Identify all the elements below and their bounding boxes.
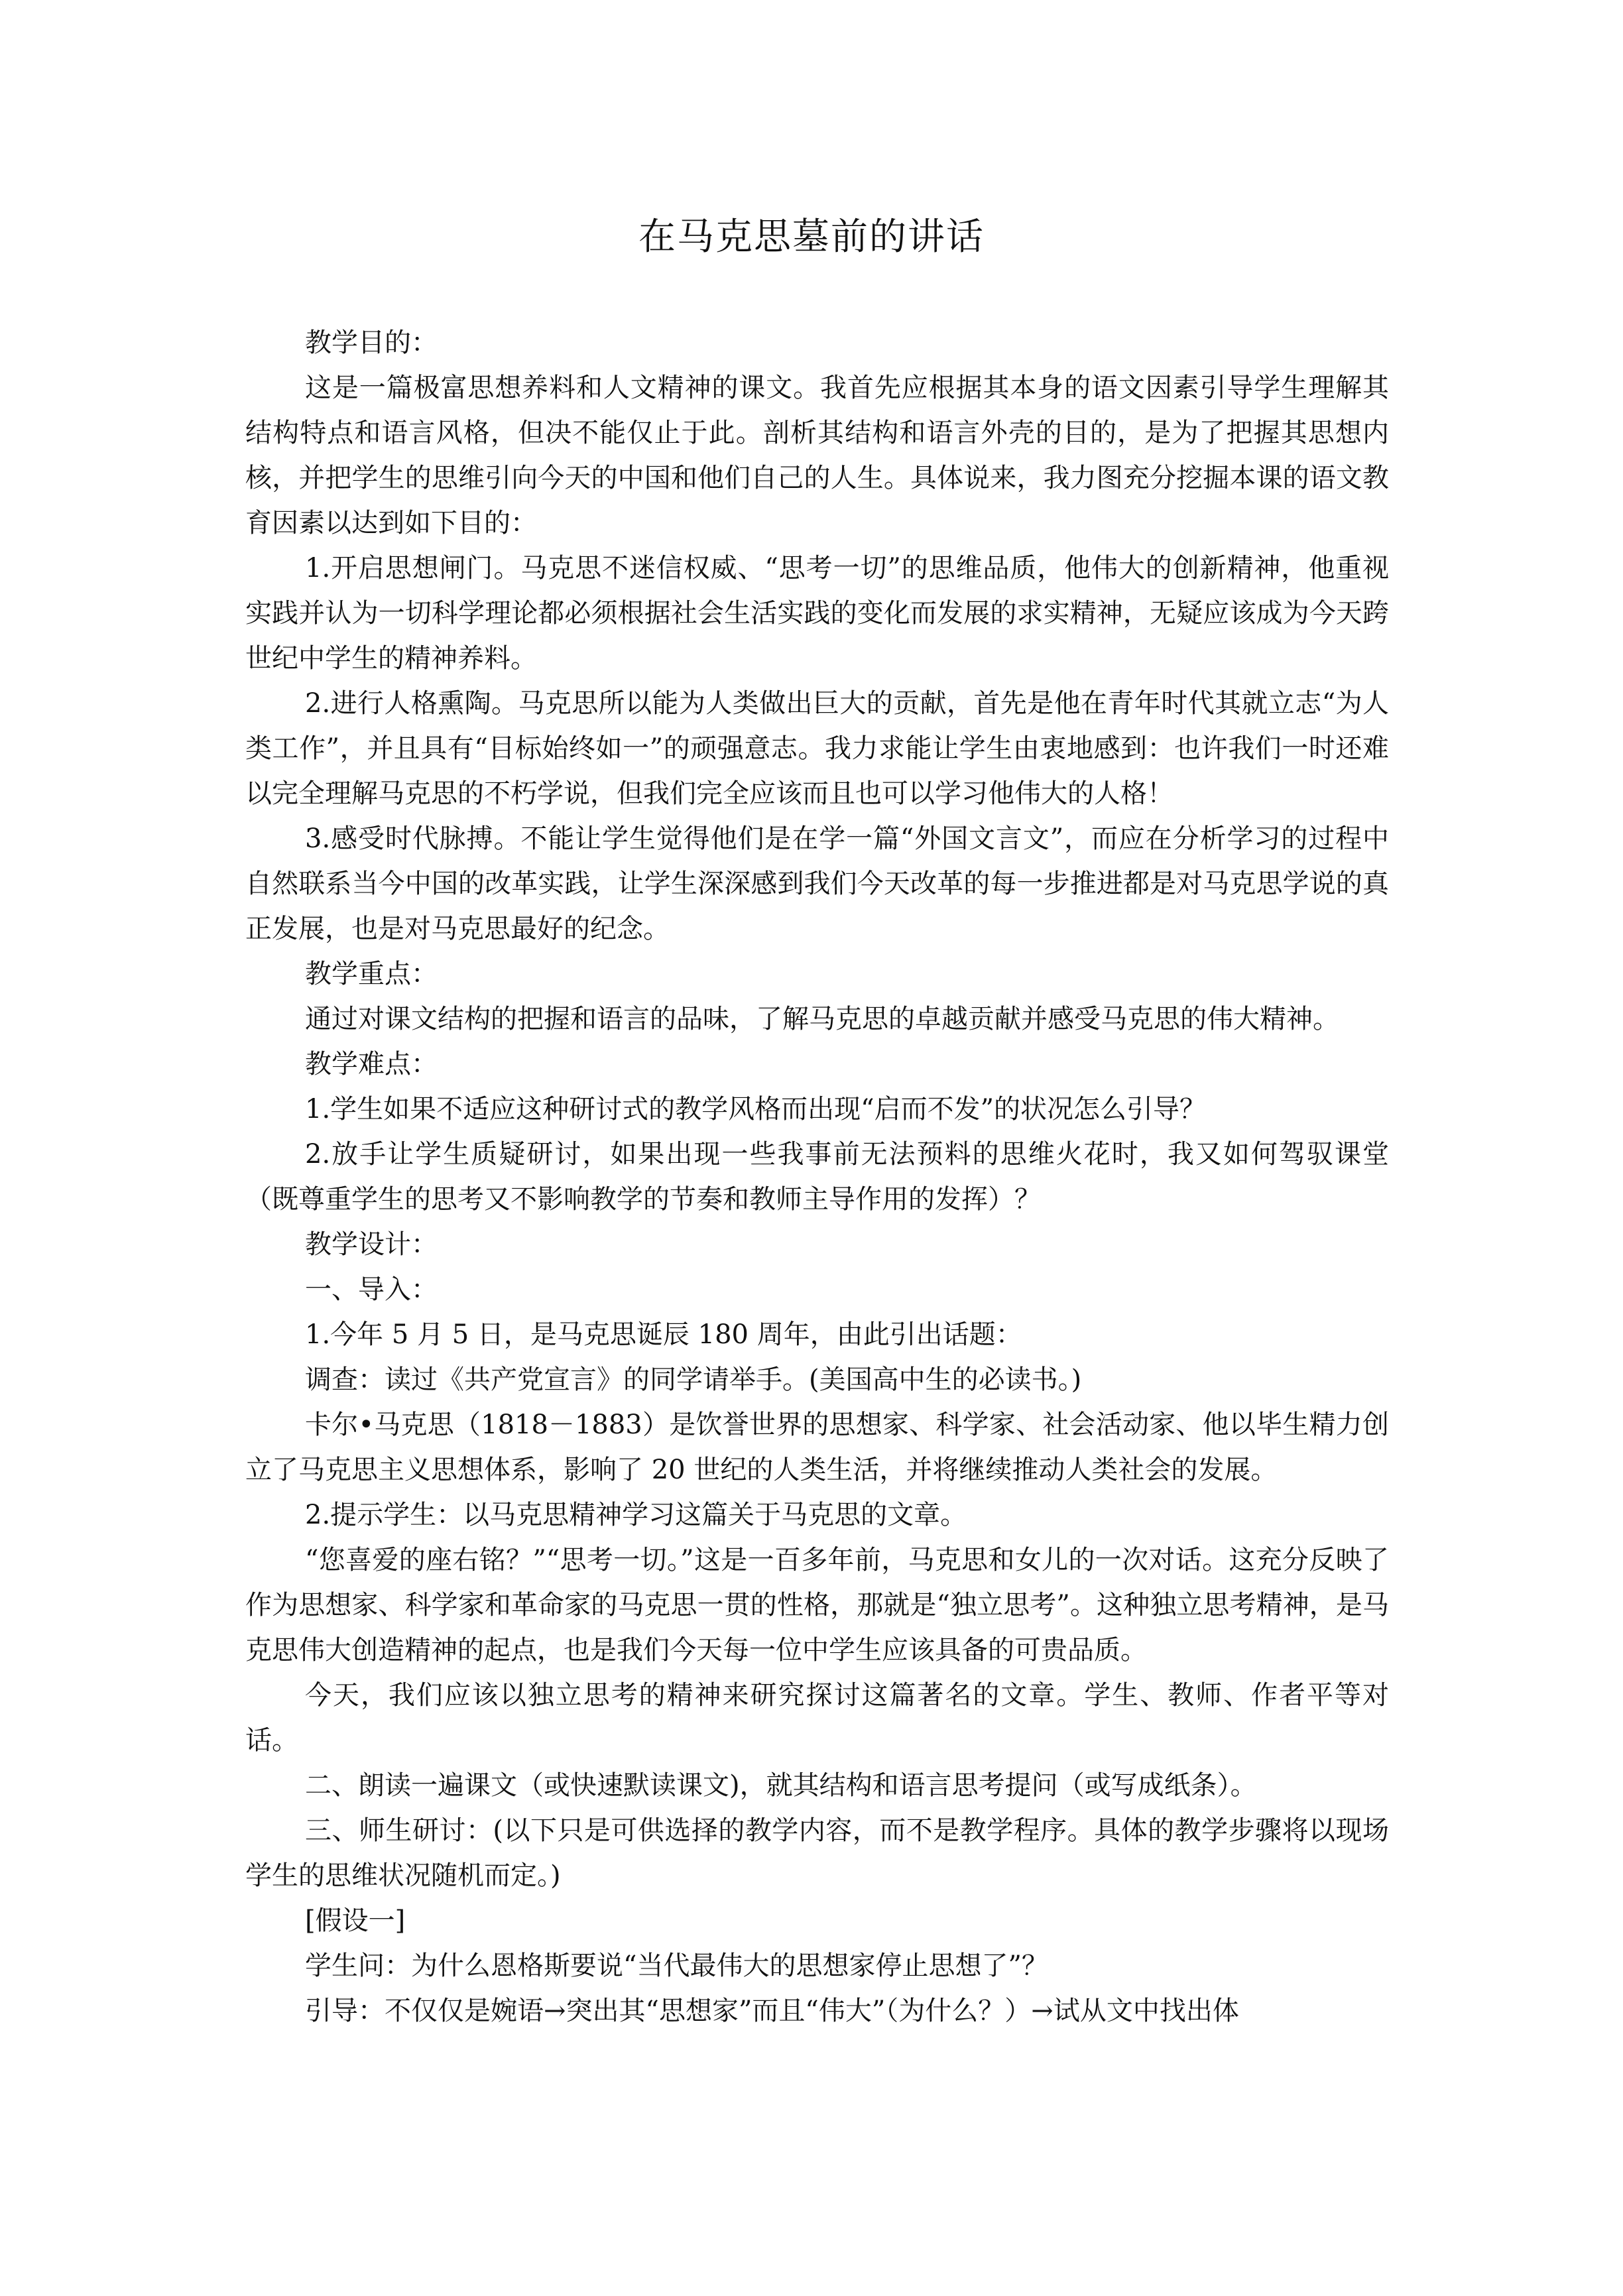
paragraph: 二、朗读一遍课文（或快速默读课文)，就其结构和语言思考提问（或写成纸条）。 bbox=[305, 1770, 1257, 1801]
paragraph: 一、导入： bbox=[305, 1274, 438, 1305]
paragraph: “您喜爱的座右铭？”“思考一切。”这是一百多年前，马克思和女儿的一次对话。这充分反映了作为思想家、科学家和革命家的马克思一贯的性格，那就是“独立思考”。这种独立思考精神，是马克思伟大创造精神的起点，也是我们今天每一位中学生应该具备的可贵品质。 bbox=[245, 1545, 1389, 1665]
paragraph: 教学设计： bbox=[305, 1229, 438, 1260]
paragraph: 2.提示学生：以马克思精神学习这篇关于马克思的文章。 bbox=[305, 1500, 967, 1530]
paragraph: 这是一篇极富思想养料和人文精神的课文。我首先应根据其本身的语文因素引导学生理解其结构特点和语言风格，但决不能仅止于此。剖析其结构和语言外壳的目的，是为了把握其思想内核，并把学生的思维引向今天的中国和他们自己的人生。具体说来，我力图充分挖掘本课的语文教育因素以达到如下目的： bbox=[245, 373, 1389, 538]
paragraph: 3.感受时代脉搏。不能让学生觉得他们是在学一篇“外国文言文”，而应在分析学习的过程中自然联系当今中国的改革实践，让学生深深感到我们今天改革的每一步推进都是对马克思学说的真正发展，也是对马克思最好的纪念。 bbox=[245, 823, 1389, 944]
paragraph: 2.放手让学生质疑研讨，如果出现一些我事前无法预料的思维火花时，我又如何驾驭课堂（既尊重学生的思考又不影响教学的节奏和教师主导作用的发挥）？ bbox=[245, 1139, 1389, 1215]
paragraph: 今天，我们应该以独立思考的精神来研究探讨这篇著名的文章。学生、教师、作者平等对话。 bbox=[245, 1680, 1389, 1756]
paragraph: 通过对课文结构的把握和语言的品味，了解马克思的卓越贡献并感受马克思的伟大精神。 bbox=[305, 1004, 1339, 1034]
paragraph: 教学难点： bbox=[305, 1049, 438, 1079]
paragraph: 三、师生研讨：(以下只是可供选择的教学内容，而不是教学程序。具体的教学步骤将以现场学生的思维状况随机而定。) bbox=[245, 1815, 1389, 1891]
paragraph: 教学重点： bbox=[305, 959, 438, 989]
paragraph: [假设一] bbox=[305, 1905, 406, 1936]
paragraph: 2.进行人格熏陶。马克思所以能为人类做出巨大的贡献，首先是他在青年时代其就立志“为人类工作”，并且具有“目标始终如一”的顽强意志。我力求能让学生由衷地感到：也许我们一时还难以完全理解马克思的不朽学说，但我们完全应该而且也可以学习他伟大的人格！ bbox=[245, 688, 1389, 809]
paragraph: 1.开启思想闸门。马克思不迷信权威、“思考一切”的思维品质，他伟大的创新精神，他重视实践并认为一切科学理论都必须根据社会生活实践的变化而发展的求实精神，无疑应该成为今天跨世纪中学生的精神养料。 bbox=[245, 553, 1389, 674]
paragraph: 教学目的： bbox=[305, 328, 438, 358]
paragraph: 1.今年 5 月 5 日，是马克思诞辰 180 周年，由此引出话题： bbox=[305, 1319, 1022, 1350]
paragraph: 引导：不仅仅是婉语→突出其“思想家”而且“伟大”（为什么？）→试从文中找出体 bbox=[305, 1996, 1239, 2026]
document-title: 在马克思墓前的讲话 bbox=[638, 215, 985, 259]
document-body bbox=[245, 320, 1389, 2033]
paragraph: 卡尔•马克思（1818－1883）是饮誉世界的思想家、科学家、社会活动家、他以毕生精力创立了马克思主义思想体系，影响了 20 世纪的人类生活，并将继续推动人类社会的发展。 bbox=[245, 1410, 1389, 1485]
paragraph: 1.学生如果不适应这种研讨式的教学风格而出现“启而不发”的状况怎么引导？ bbox=[305, 1094, 1207, 1124]
paragraph: 调查：读过《共产党宣言》的同学请举手。(美国高中生的必读书。) bbox=[305, 1364, 1082, 1395]
paragraph: 学生问：为什么恩格斯要说“当代最伟大的思想家停止思想了”？ bbox=[305, 1951, 1048, 1981]
